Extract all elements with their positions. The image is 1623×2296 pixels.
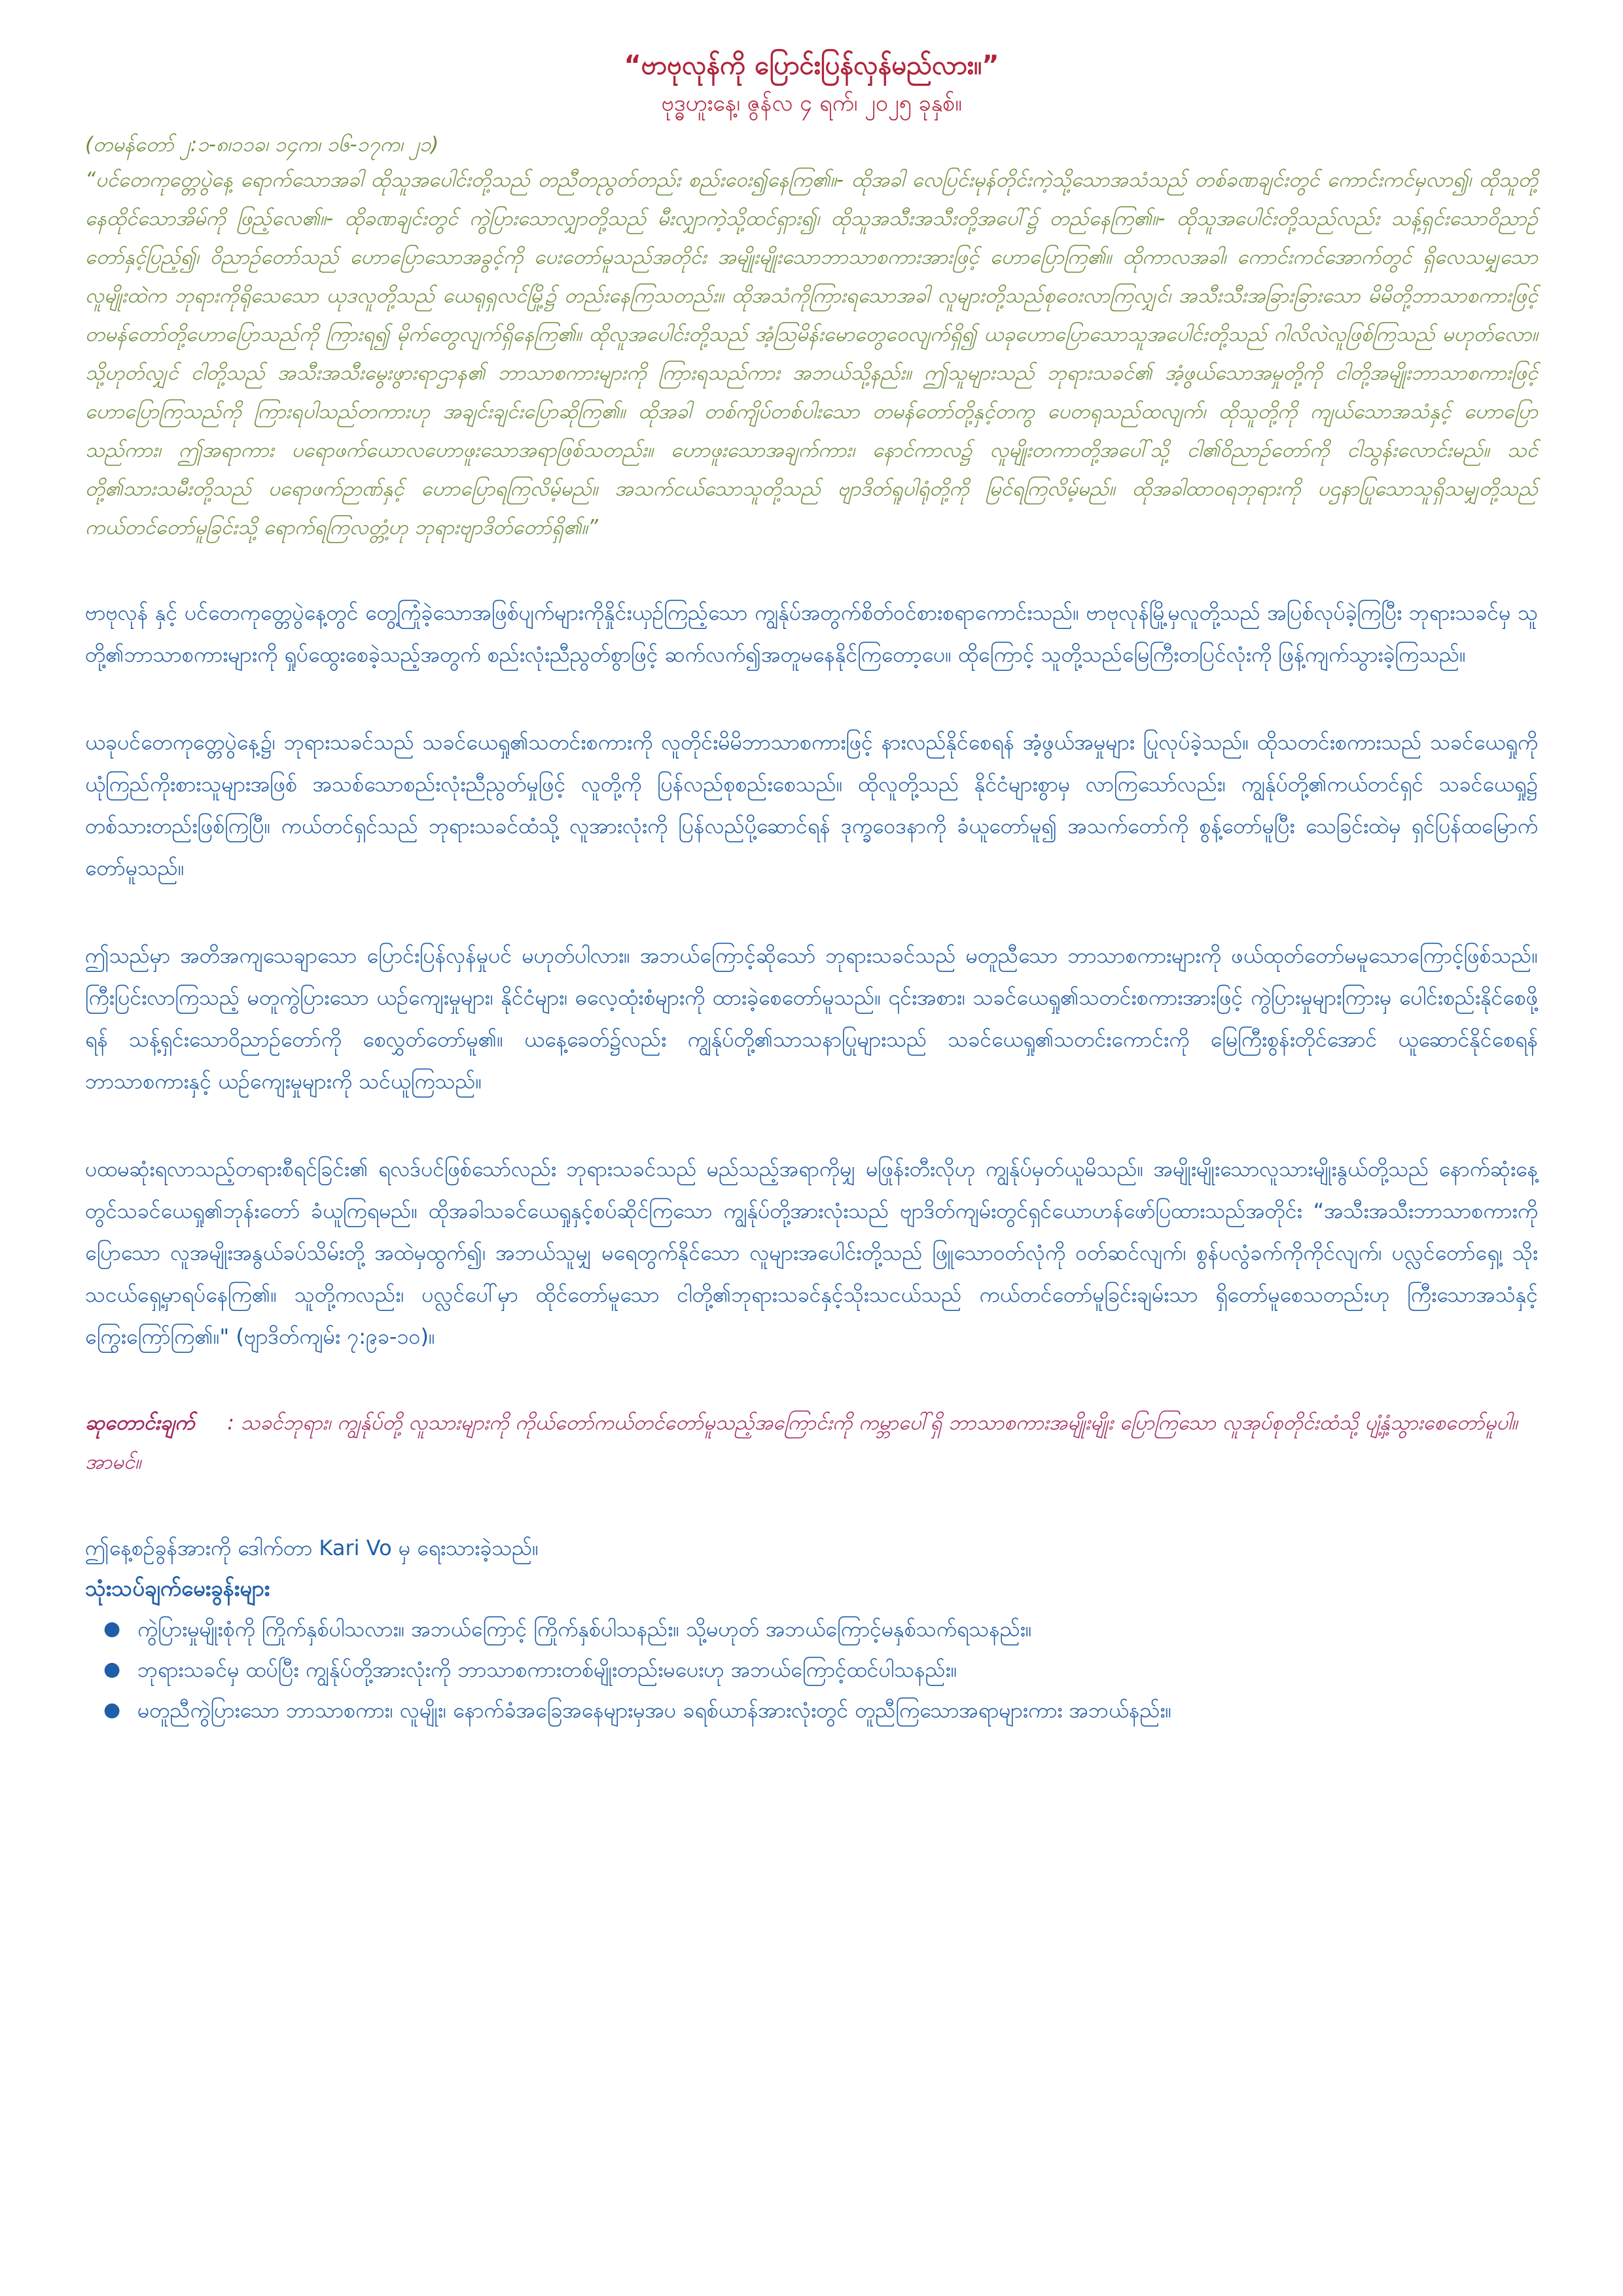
author-note: ဤနေ့စဉ်ခွန်အားကို ဒေါက်တာ Kari Vo မှ ရေးသားခဲ့သည်။ (85, 1535, 539, 1560)
question-text: ကွဲပြားမှုမျိုးစုံကို ကြိုက်နှစ်ပါသလား။ အဘယ်ကြောင့် ကြိုက်နှစ်ပါသနည်း။ သို့မဟုတ် အဘယ်ကြောင့်မနှစ်သက်ရသနည်း။ (137, 1617, 1032, 1641)
prayer-label: ဆုတောင်းချက် (85, 1411, 195, 1435)
page-title: “ဗာဗုလုန်ကို ပြောင်းပြန်လှန်မည်လား။” (624, 50, 999, 81)
list-item (103, 1690, 1538, 1731)
bullet-icon: ● (103, 1658, 121, 1681)
scripture-reference: (တမန်တော် ၂:၁-၈၊၁၁ခ၊ ၁၄က၊ ၁၆-၁၇က၊ ၂၁) (85, 133, 439, 156)
body-paragraph-3: ဤသည်မှာ အတိအကျသေချာသော ပြောင်းပြန်လှန်မှုပင် မဟုတ်ပါလား။ အဘယ်ကြောင့်ဆိုသော် ဘုရားသခင်သည် မတူညီသော ဘာသာစကားများကို ဖယ်ထုတ်တော်မမူသောကြောင့်ဖြစ်သည်။ ကြီးပြင်းလာကြသည့် မတူကွဲပြားသော ယဉ်ကျေးမှုများ၊ နိုင်ငံများ၊ ဓလေ့ထုံးစံများကို ထားခဲ့စေတော်မူသည်။ ၎င်းအစား၊ သခင်ယေရှု၏သတင်းစကားအားဖြင့် ကွဲပြားမှုများကြားမှ ပေါင်းစည်းနိုင်စေဖို့ရန် သန့်ရှင်းသောဝိညာဉ်တော်ကို စေလွှတ်တော်မူ၏။ ယနေ့ခေတ်၌လည်း ကျွန်ုပ်တို့၏သာသနာပြုများသည် သခင်ယေရှု၏သတင်းကောင်းကို မြေကြီးစွန်းတိုင်အောင် ယူဆောင်နိုင်စေရန်ဘာသာစကားနှင့် ယဉ်ကျေးမှုများကို သင်ယူကြသည်။ (85, 943, 1538, 1094)
prayer-block (85, 1403, 1538, 1482)
body-paragraph-2: ယခုပင်တေကုတ္တေပွဲနေ့၌၊ ဘုရားသခင်သည် သခင်ယေရှု၏သတင်းစကားကို လူတိုင်းမိမိဘာသာစကားဖြင့် နားလည်နိုင်စေရန် အံ့ဖွယ်အမှုများ ပြုလုပ်ခဲ့သည်။ ထိုသတင်းစကားသည် သခင်ယေရှုကိုယုံကြည်ကိုးစားသူများအဖြစ် အသစ်သောစည်းလုံးညီညွတ်မှုဖြင့် လူတို့ကို ပြန်လည်စုစည်းစေသည်။ ထိုလူတို့သည် နိုင်ငံများစွာမှ လာကြသော်လည်း၊ ကျွန်ုပ်တို့၏ကယ်တင်ရှင် သခင်ယေရှု၌ တစ်သားတည်းဖြစ်ကြပြီ။ ကယ်တင်ရှင်သည် ဘုရားသခင်ထံသို့ လူအားလုံးကို ပြန်လည်ပို့ဆောင်ရန် ဒုက္ခဝေဒနာကို ခံယူတော်မူ၍ အသက်တော်ကို စွန့်တော်မူပြီး သေခြင်းထဲမှ ရှင်ပြန်ထမြောက်တော်မူသည်။ (85, 730, 1539, 880)
questions-heading: သုံးသပ်ချက်မေးခွန်းများ (85, 1575, 270, 1601)
question-text: မတူညီကွဲပြားသော ဘာသာစကား၊ လူမျိုး၊ နောက်ခံအခြေအနေများမှအပ ခရစ်ယာန်အားလုံးတွင် တူညီကြသောအရာများကား အဘယ်နည်း။ (137, 1698, 1172, 1723)
question-text: ဘုရားသခင်မှ ထပ်ပြီး ကျွန်ုပ်တို့အားလုံးကို ဘာသာစကားတစ်မျိုးတည်းမပေးဟု အဘယ်ကြောင့်ထင်ပါသနည်း။ (137, 1657, 957, 1682)
date-line: ဗုဒ္ဓဟူးနေ့၊ ဇွန်လ ၄ ရက်၊ ၂၀၂၅ ခုနှစ်။ (661, 90, 962, 117)
body-paragraph-4: ပထမဆုံးရလာသည့်တရားစီရင်ခြင်း၏ ရလဒ်ပင်ဖြစ်သော်လည်း ဘုရားသခင်သည် မည်သည့်အရာကိုမျှ မဖြုန်းတီးလိုဟု ကျွန်ုပ်မှတ်ယူမိသည်။ အမျိုးမျိုးသောလူသားမျိုးနွယ်တို့သည် နောက်ဆုံးနေ့တွင်သခင်ယေရှု၏ဘုန်းတော် ခံယူကြရမည်။ ထိုအခါသခင်ယေရှုနှင့်စပ်ဆိုင်ကြသော ကျွန်ုပ်တို့အားလုံးသည် ဗျာဒိတ်ကျမ်းတွင်ရှင်ယောဟန်ဖော်ပြထားသည်အတိုင်း “အသီးအသီးဘာသာစကားကိုပြောသော လူအမျိုးအနွယ်ခပ်သိမ်းတို့ အထဲမှထွက်၍၊ အဘယ်သူမျှ မရေတွက်နိုင်သော လူများအပေါင်းတို့သည် ဖြူသောဝတ်လုံကို ဝတ်ဆင်လျက်၊ စွန်ပလွံခက်ကိုကိုင်လျက်၊ ပလ္လင်တော်ရှေ့၊ သိုးသငယ်ရှေ့မှာရပ်နေကြ၏။ သူတို့ကလည်း၊ ပလ္လင်ပေါ်မှာ ထိုင်တော်မူသော ငါတို့၏ဘုရားသခင်နှင့်သိုးသငယ်သည် ကယ်တင်တော်မူခြင်းချမ်းသာ ရှိတော်မူစေသတည်းဟု ကြီးသောအသံနှင့် ကြွေးကြော်ကြ၏။" (ဗျာဒိတ်ကျမ်း ၇:၉ခ-၁၀)။ (85, 1157, 1538, 1349)
bullet-icon: ● (103, 1698, 121, 1721)
prayer-text: : သခင်ဘုရား၊ ကျွန်ုပ်တို့ လူသားများကို ကိုယ်တော်ကယ်တင်တော်မူသည့်အကြောင်းကို ကမ္ဘာပေါ်ရှိ ဘာသာစကားအမျိုးမျိုး ပြောကြသော လူအုပ်စုတိုင်းထံသို့ ပျံ့နှံ့သွားစေတော်မူပါ။ အာမင်။ (85, 1411, 1518, 1474)
body-paragraph-1: ဗာဗုလုန် နှင့် ပင်တေကုတ္တေပွဲနေ့တွင် တွေ့ကြုံခဲ့သောအဖြစ်ပျက်များကိုနှိုင်းယှဉ်ကြည့်သော ကျွန်ုပ်အတွက်စိတ်ဝင်စားစရာကောင်းသည်။ ဗာဗုလုန်မြို့မှလူတို့သည် အပြစ်လုပ်ခဲ့ကြပြီး ဘုရားသခင်မှ သူတို့၏ဘာသာစကားများကို ရှုပ်ထွေးစေခဲ့သည့်အတွက် စည်းလုံးညီညွတ်စွာဖြင့် ဆက်လက်၍အတူမနေနိုင်ကြတော့ပေ။ ထိုကြောင့် သူတို့သည်မြေကြီးတပြင်လုံးကို ဖြန့်ကျက်သွားခဲ့ကြသည်။ (85, 600, 1538, 667)
scripture-text: “ပင်တေကုတ္တေပွဲနေ့ ရောက်သောအခါ ထိုသူအပေါင်းတို့သည် တညီတညွတ်တည်း စည်းဝေး၍နေကြ၏။- ထိုအခါ လေပြင်းမုန်တိုင်းကဲ့သို့သောအသံသည် တစ်ခဏချင်းတွင် ကောင်းကင်မှလာ၍၊ ထိုသူတို့ နေထိုင်သောအိမ်ကို ဖြည့်လေ၏။- ထိုခဏချင်းတွင် ကွဲပြားသောလျှာတို့သည် မီးလျှာကဲ့သို့ထင်ရှား၍၊ ထိုသူအသီးအသီးတို့အပေါ်၌ တည်နေကြ၏။- ထိုသူအပေါင်းတို့သည်လည်း သန့်ရှင်းသောဝိညာဉ်တော်နှင့်ပြည့်၍၊ ဝိညာဉ်တော်သည် ဟောပြောသောအခွင့်ကို ပေးတော်မူသည်အတိုင်း အမျိုးမျိုးသောဘာသာစကားအားဖြင့် ဟောပြောကြ၏။ ထိုကာလအခါ၊ ကောင်းကင်အောက်တွင် ရှိလေသမျှသောလူမျိုးထဲက ဘုရားကိုရိုသေသော ယုဒလူတို့သည် ယေရုရှလင်မြို့၌ တည်းနေကြသတည်း။ ထိုအသံကိုကြားရသောအခါ လူများတို့သည်စုဝေးလာကြလျှင်၊ အသီးသီးအခြားခြားသော မိမိတို့ဘာသာစကားဖြင့် တမန်တော်တို့ဟောပြောသည်ကို ကြားရ၍ မိုက်တွေလျက်ရှိနေကြ၏။ ထိုလူအပေါင်းတို့သည် အံ့သြမိန်းမောတွေဝေလျက်ရှိ၍ ယခုဟောပြောသောသူအပေါင်းတို့သည် ဂါလိလဲလူဖြစ်ကြသည် မဟုတ်လော။ သို့ဟုတ်လျှင် ငါတို့သည် အသီးအသီးမွေးဖွားရာဌာန၏ ဘာသာစကားများကို ကြားရသည်ကား အဘယ်သို့နည်း။ ဤသူများသည် ဘုရားသခင်၏ အံ့ဖွယ်သောအမှုတို့ကို ငါတို့အမျိုးဘာသာစကားဖြင့် ဟောပြောကြသည်ကို ကြားရပါသည်တကားဟု အချင်းချင်းပြောဆိုကြ၏။ ထိုအခါ တစ်ကျိပ်တစ်ပါးသော တမန်တော်တို့နှင့်တကွ ပေတရုသည်ထလျက်၊ ထိုသူတို့ကို ကျယ်သောအသံနှင့် ဟောပြောသည်ကား၊ ဤအရာကား ပရောဖက်ယောလဟောဖူးသောအရာဖြစ်သတည်း။ ဟောဖူးသောအချက်ကား၊ နောင်ကာလ၌ လူမျိုးတကာတို့အပေါ်သို့ ငါ၏ဝိညာဉ်တော်ကို ငါသွန်းလောင်းမည်။ သင်တို့၏သားသမီးတို့သည် ပရောဖက်ဉာဏ်နှင့် ဟောပြောရကြလိမ့်မည်။ အသက်ငယ်သောသူတို့သည် ဗျာဒိတ်ရူပါရုံတို့ကို မြင်ရကြလိမ့်မည်။ ထိုအခါထာဝရဘုရားကို ပဌနာပြုသောသူရှိသမျှတို့သည် ကယ်တင်တော်မူခြင်းသို့ ရောက်ရကြလတ္တံ့ဟု ဘုရားဗျာဒိတ်တော်ရှိ၏။” (85, 168, 1538, 539)
list-item (103, 1649, 1538, 1690)
questions-list (85, 1609, 1538, 1731)
list-item (103, 1609, 1538, 1649)
devotional-page (85, 46, 1538, 1731)
bullet-icon: ● (103, 1617, 121, 1640)
